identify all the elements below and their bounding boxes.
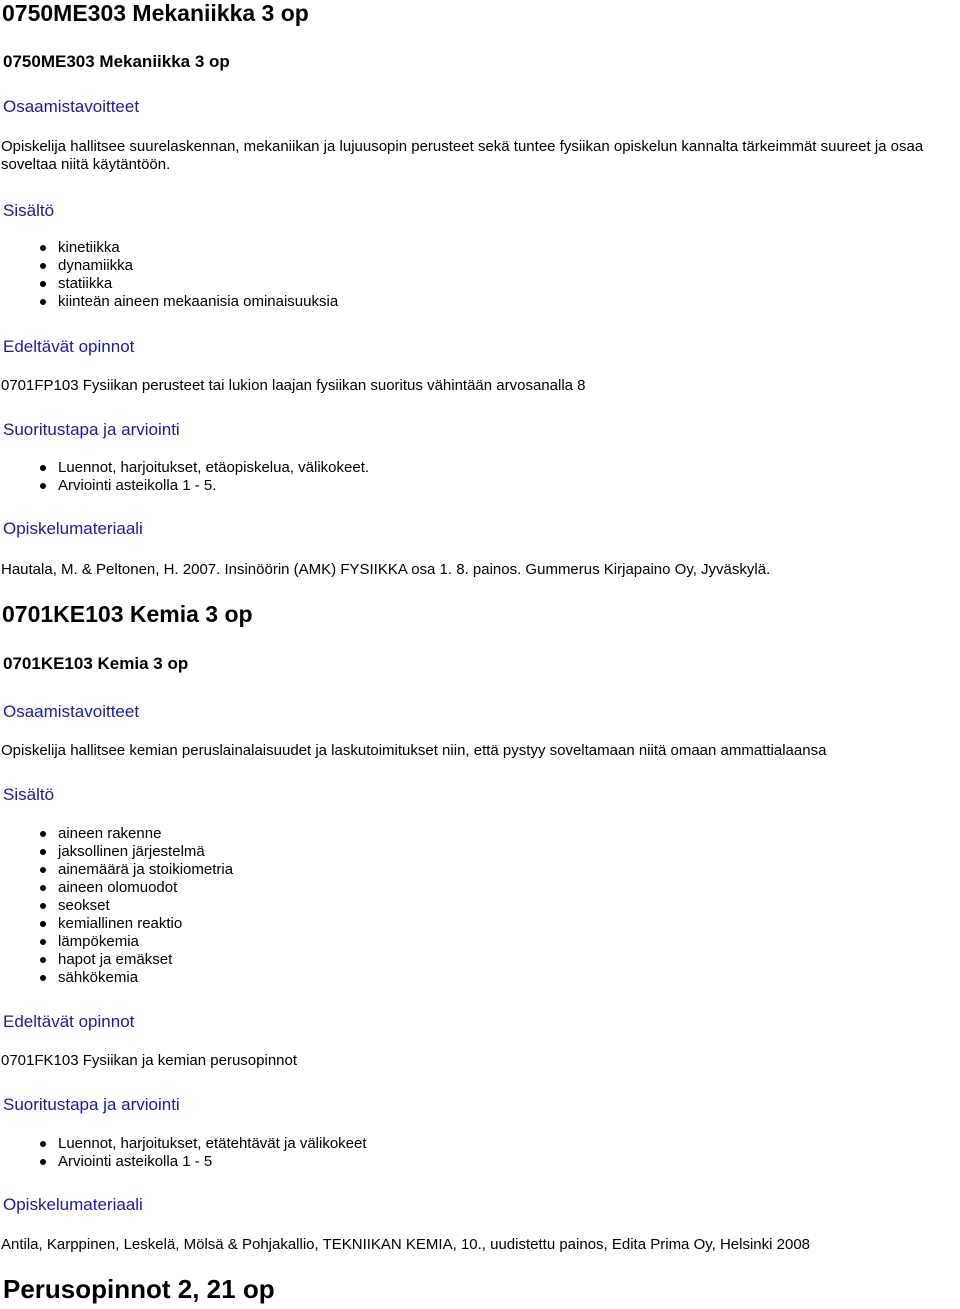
list-item: Luennot, harjoitukset, etätehtävät ja välikokeet bbox=[0, 1135, 367, 1153]
content-list bbox=[0, 239, 338, 311]
content-heading: Sisältö bbox=[3, 785, 55, 804]
goals-text: Opiskelija hallitsee kemian peruslainalaisuudet ja laskutoimitukset niin, että pystyy soveltamaan niitä omaan ammattialaansa bbox=[1, 742, 827, 759]
list-item: lämpökemia bbox=[0, 933, 233, 951]
list-item: aineen olomuodot bbox=[0, 879, 233, 897]
assessment-heading: Suoritustapa ja arviointi bbox=[3, 1095, 180, 1114]
list-item: hapot ja emäkset bbox=[0, 951, 233, 969]
list-item: ainemäärä ja stoikiometria bbox=[0, 861, 233, 879]
list-item: Arviointi asteikolla 1 - 5 bbox=[0, 1153, 367, 1171]
list-item: sähkökemia bbox=[0, 969, 233, 987]
prereq-text: 0701FK103 Fysiikan ja kemian perusopinnot bbox=[1, 1052, 298, 1069]
goals-heading: Osaamistavoitteet bbox=[3, 702, 140, 721]
course-subtitle: 0750ME303 Mekaniikka 3 op bbox=[3, 52, 230, 71]
assessment-heading: Suoritustapa ja arviointi bbox=[3, 420, 180, 439]
goals-text: Opiskelija hallitsee suurelaskennan, mekaniikan ja lujuusopin perusteet sekä tuntee fysiikan opiskelun kannalta tärkeimmät suureet ja osaa soveltaa niitä käytäntöön. bbox=[1, 138, 924, 173]
list-item: Arviointi asteikolla 1 - 5. bbox=[0, 477, 369, 495]
list-item: statiikka bbox=[0, 275, 338, 293]
prereq-heading: Edeltävät opinnot bbox=[3, 337, 135, 356]
content-list bbox=[0, 825, 233, 987]
materials-heading: Opiskelumateriaali bbox=[3, 1195, 143, 1214]
materials-text: Hautala, M. & Peltonen, H. 2007. Insinöörin (AMK) FYSIIKKA osa 1. 8. painos. Gummerus Kirjapaino Oy, Jyväskylä. bbox=[1, 561, 771, 578]
materials-text: Antila, Karppinen, Leskelä, Mölsä & Pohjakallio, TEKNIIKAN KEMIA, 10., uudistettu painos, Edita Prima Oy, Helsinki 2008 bbox=[1, 1236, 811, 1253]
list-item: kemiallinen reaktio bbox=[0, 915, 233, 933]
content-heading: Sisältö bbox=[3, 201, 55, 220]
list-item: aineen rakenne bbox=[0, 825, 233, 843]
list-item: kiinteän aineen mekaanisia ominaisuuksia bbox=[0, 293, 338, 311]
materials-heading: Opiskelumateriaali bbox=[3, 519, 143, 538]
course-subtitle: 0701KE103 Kemia 3 op bbox=[3, 654, 189, 673]
list-item: kinetiikka bbox=[0, 239, 338, 257]
list-item: seokset bbox=[0, 897, 233, 915]
course-title: 0701KE103 Kemia 3 op bbox=[2, 601, 253, 627]
prereq-text: 0701FP103 Fysiikan perusteet tai lukion laajan fysiikan suoritus vähintään arvosanalla 8 bbox=[1, 377, 586, 394]
list-item: Luennot, harjoitukset, etäopiskelua, välikokeet. bbox=[0, 459, 369, 477]
prereq-heading: Edeltävät opinnot bbox=[3, 1012, 135, 1031]
goals-heading: Osaamistavoitteet bbox=[3, 97, 140, 116]
course-title: 0750ME303 Mekaniikka 3 op bbox=[2, 0, 309, 26]
assessment-list bbox=[0, 459, 369, 495]
list-item: jaksollinen järjestelmä bbox=[0, 843, 233, 861]
list-item: dynamiikka bbox=[0, 257, 338, 275]
assessment-list bbox=[0, 1135, 367, 1171]
section-title: Perusopinnot 2, 21 op bbox=[3, 1274, 275, 1304]
